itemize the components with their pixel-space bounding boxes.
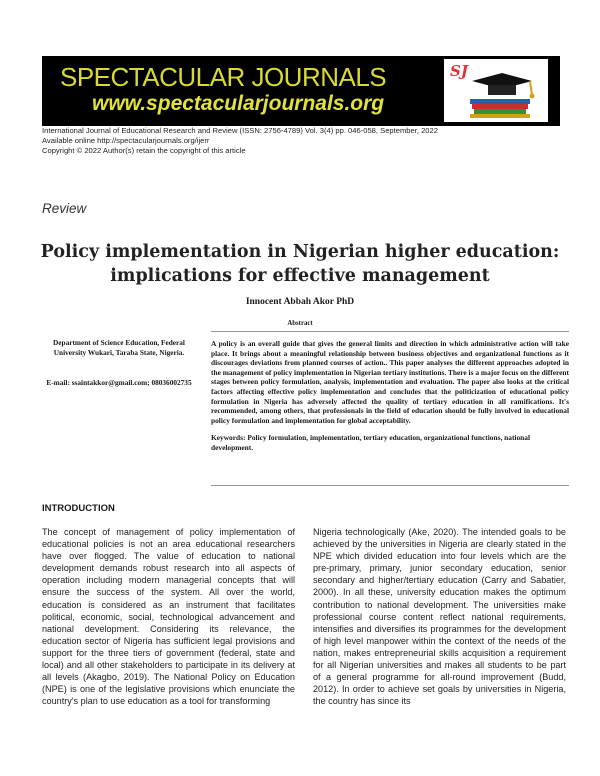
journal-url: www.spectacularjournals.org	[92, 92, 385, 115]
author-affiliation: Department of Science Education, Federal University Wukari, Taraba State, Nigeria.	[53, 338, 185, 357]
author-name: Innocent Abbah Akor PhD	[245, 297, 355, 307]
citation-line: International Journal of Educational Research and Review (ISSN: 2756-4789) Vol. 3(4) pp. 046-058, September, 2022	[42, 126, 438, 135]
abstract-heading: Abstract	[287, 320, 313, 327]
journal-name: SPECTACULAR JOURNALS	[60, 62, 387, 92]
journal-logo	[444, 59, 548, 122]
body-column-right: Nigeria technologically (Ake, 2020). The intended goals to be achieved by the universities in Nigeria are clearly stated in the NPE which divided education into four levels which are the pre-primary, primary, junior secondary education, senior secondary and higher/tertiary education (Carry and Sabatier, 2000). In all these, university education makes the optimum contribution to national development. The universities make professional course content reflect national requirements, intensifies and diversifies its programmes for the development of high level manpower within the context of the needs of the nation, makes entrepreneurial skills acquisition a requirement for all Nigerian universities and makes all students to be part of a general programme for all-round improvement (Budd, 2012). In order to achieve set goals by universities in Nigeria, the country has since its	[313, 527, 566, 707]
article-type: Review	[42, 201, 87, 216]
availability-line: Available online http://spectacularjournals.org/ijerr	[42, 136, 210, 145]
title-line-2: implications for effective management	[110, 266, 490, 286]
title-line-1: Policy implementation in Nigerian higher education:	[40, 242, 560, 262]
logo-lettering: SJ	[450, 62, 468, 80]
paper-title	[40, 240, 560, 288]
author-contact: E-mail: ssaintakkor@gmail.com; 08036002735	[46, 378, 192, 387]
publication-info	[42, 126, 438, 156]
graduation-cap-icon	[444, 59, 548, 122]
abstract-text: A policy is an overall guide that gives the general limits and direction in which administrative action will take place. It brings about a meaningful relationship between business objectives and organizational functions as it discourages deviations from planned courses of action.. This paper analyses the different approaches adopted in the management of policy implementation in Nigerian tertiary institutions. There is a major focus on the different stages between policy formulation, analysis, implementation and evaluation. The paper also looks at the critical factors affecting effective policy implementation and concludes that the politicization of educational policy formulation in Nigeria has adversely affected the quality of tertiary education in all ramifications. It's recommended, among others, that professionals in the field of education should be fully involved in educational policy formulation and implementation for global acceptability.	[211, 339, 569, 425]
keywords: Keywords: Policy formulation, implementation, tertiary education, organizational functions, national development.	[211, 433, 531, 452]
journal-banner	[42, 56, 560, 126]
body-column-left: The concept of management of policy implementation of educational policies is not an area educational researchers have over flogged. The value of education to national development demands robust research into all aspects of operation including modern managerial concepts that will ensure the success of the system. All over the world, education is considered as an instrument that facilitates political, economic, social, technological advancement and national development. Considering its relevance, the education sector of Nigeria has sufficient legal provisions and support for the three tiers of government (federal, state and local) and all other stakeholders to participate in its delivery at all levels (Akagbo, 2019). The National Policy on Education (NPE) is one of the legislative provisions which enunciate the country's plan to use education as a tool for transforming	[42, 527, 295, 707]
copyright-line: Copyright © 2022 Author(s) retain the copyright of this article	[42, 146, 246, 155]
abstract-box	[211, 331, 569, 486]
section-heading: INTRODUCTION	[42, 503, 115, 514]
